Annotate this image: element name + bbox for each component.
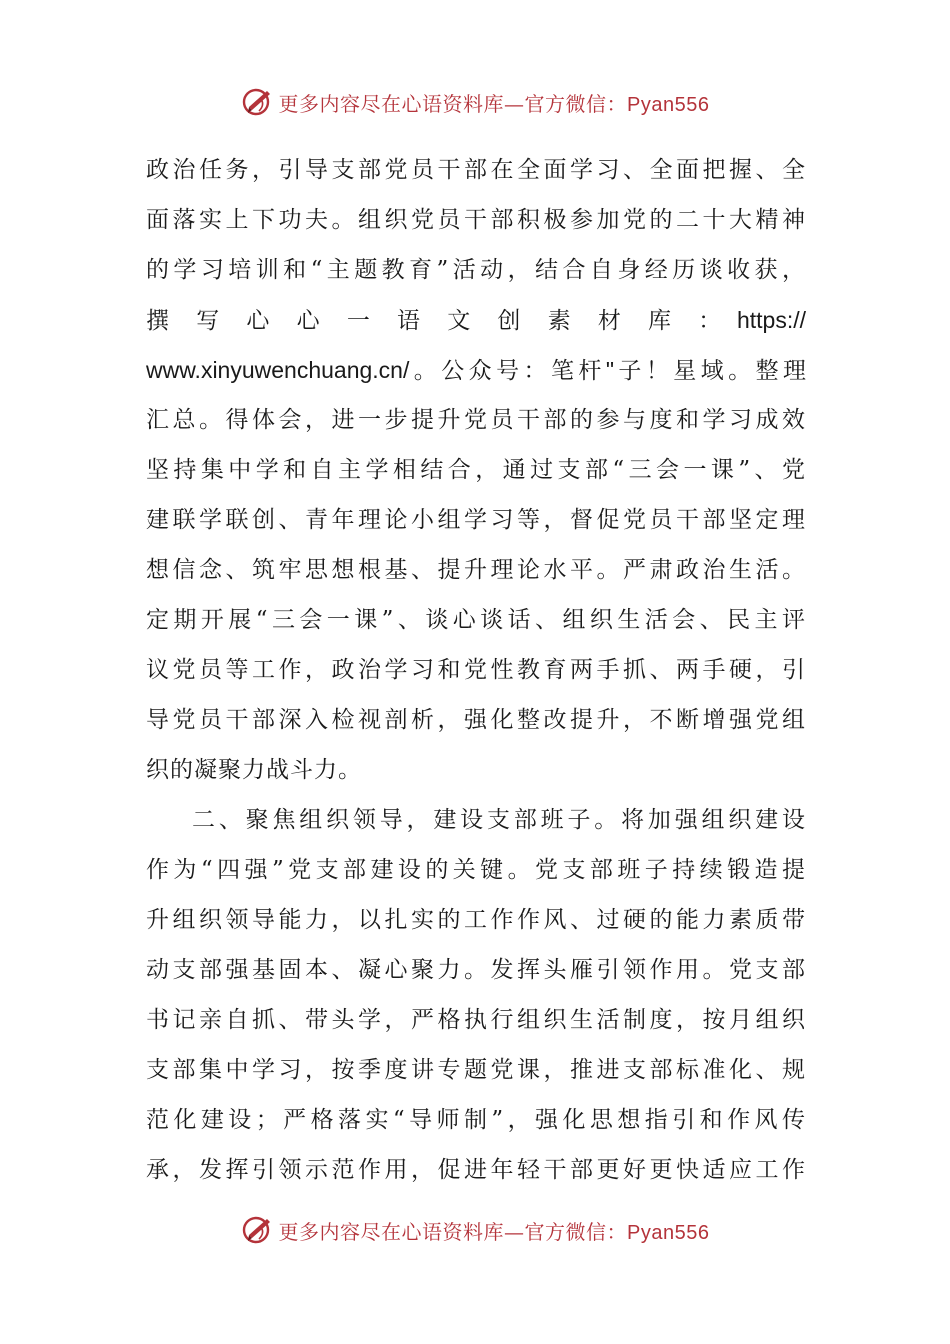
section-heading-line: 二、聚焦组织领导，建设支部班子。将加强组织建设 bbox=[192, 807, 806, 833]
body-line: 建联学联创、青年理论小组学习等，督促党员干部坚定理 bbox=[146, 507, 806, 533]
body-line: 导党员干部深入检视剖析，强化整改提升，不断增强党组 bbox=[146, 707, 806, 733]
body-line: 书记亲自抓、带头学，严格执行组织生活制度，按月组织 bbox=[146, 1007, 806, 1033]
body-line: www.xinyuwenchuang.cn/。公众号：笔杆"子！星域。整理 bbox=[146, 357, 806, 383]
body-line: 承，发挥引领示范作用，促进年轻干部更好更快适应工作 bbox=[146, 1157, 806, 1183]
body-line: 的学习培训和“主题教育”活动，结合自身经历谈收获， bbox=[146, 257, 806, 283]
document-body bbox=[146, 145, 806, 1195]
body-line: 范化建设；严格落实“导师制”，强化思想指引和作风传 bbox=[146, 1107, 806, 1133]
footer-banner bbox=[0, 1208, 950, 1252]
header-banner bbox=[0, 80, 950, 124]
footer-wechat-id: Pyan556 bbox=[627, 1221, 710, 1244]
body-line: 汇总。得体会，进一步提升党员干部的参与度和学习成效 bbox=[146, 407, 806, 433]
body-line: 作为“四强”党支部建设的关键。党支部班子持续锻造提 bbox=[146, 857, 806, 883]
body-line: 支部集中学习，按季度讲专题党课，推进支部标准化、规 bbox=[146, 1057, 806, 1083]
body-line: 想信念、筑牢思想根基、提升理论水平。严肃政治生活。 bbox=[146, 557, 806, 583]
body-line: 政治任务，引导支部党员干部在全面学习、全面把握、全 bbox=[146, 157, 806, 183]
body-line: 定期开展“三会一课”、谈心谈话、组织生活会、民主评 bbox=[146, 607, 806, 633]
body-line: 议党员等工作，政治学习和党性教育两手抓、两手硬，引 bbox=[146, 657, 806, 683]
pen-logo-icon bbox=[241, 85, 275, 119]
footer-banner-text: 更多内容尽在心语资料库—官方微信：Pyan556 bbox=[278, 1219, 710, 1244]
pen-logo-icon bbox=[241, 1213, 275, 1247]
body-line: 织的凝聚力战斗力。 bbox=[146, 757, 362, 783]
header-wechat-id: Pyan556 bbox=[627, 93, 710, 116]
body-line: 面落实上下功夫。组织党员干部积极参加党的二十大精神 bbox=[146, 207, 806, 233]
body-line: 动支部强基固本、凝心聚力。发挥头雁引领作用。党支部 bbox=[146, 957, 806, 983]
body-line: 坚持集中学和自主学相结合，通过支部“三会一课”、党 bbox=[146, 457, 806, 483]
body-line: 撰 写 心 心 一 语 文 创 素 材 库 ： https:// bbox=[146, 307, 806, 333]
header-banner-text: 更多内容尽在心语资料库—官方微信：Pyan556 bbox=[278, 91, 710, 116]
body-line: 升组织领导能力，以扎实的工作作风、过硬的能力素质带 bbox=[146, 907, 806, 933]
